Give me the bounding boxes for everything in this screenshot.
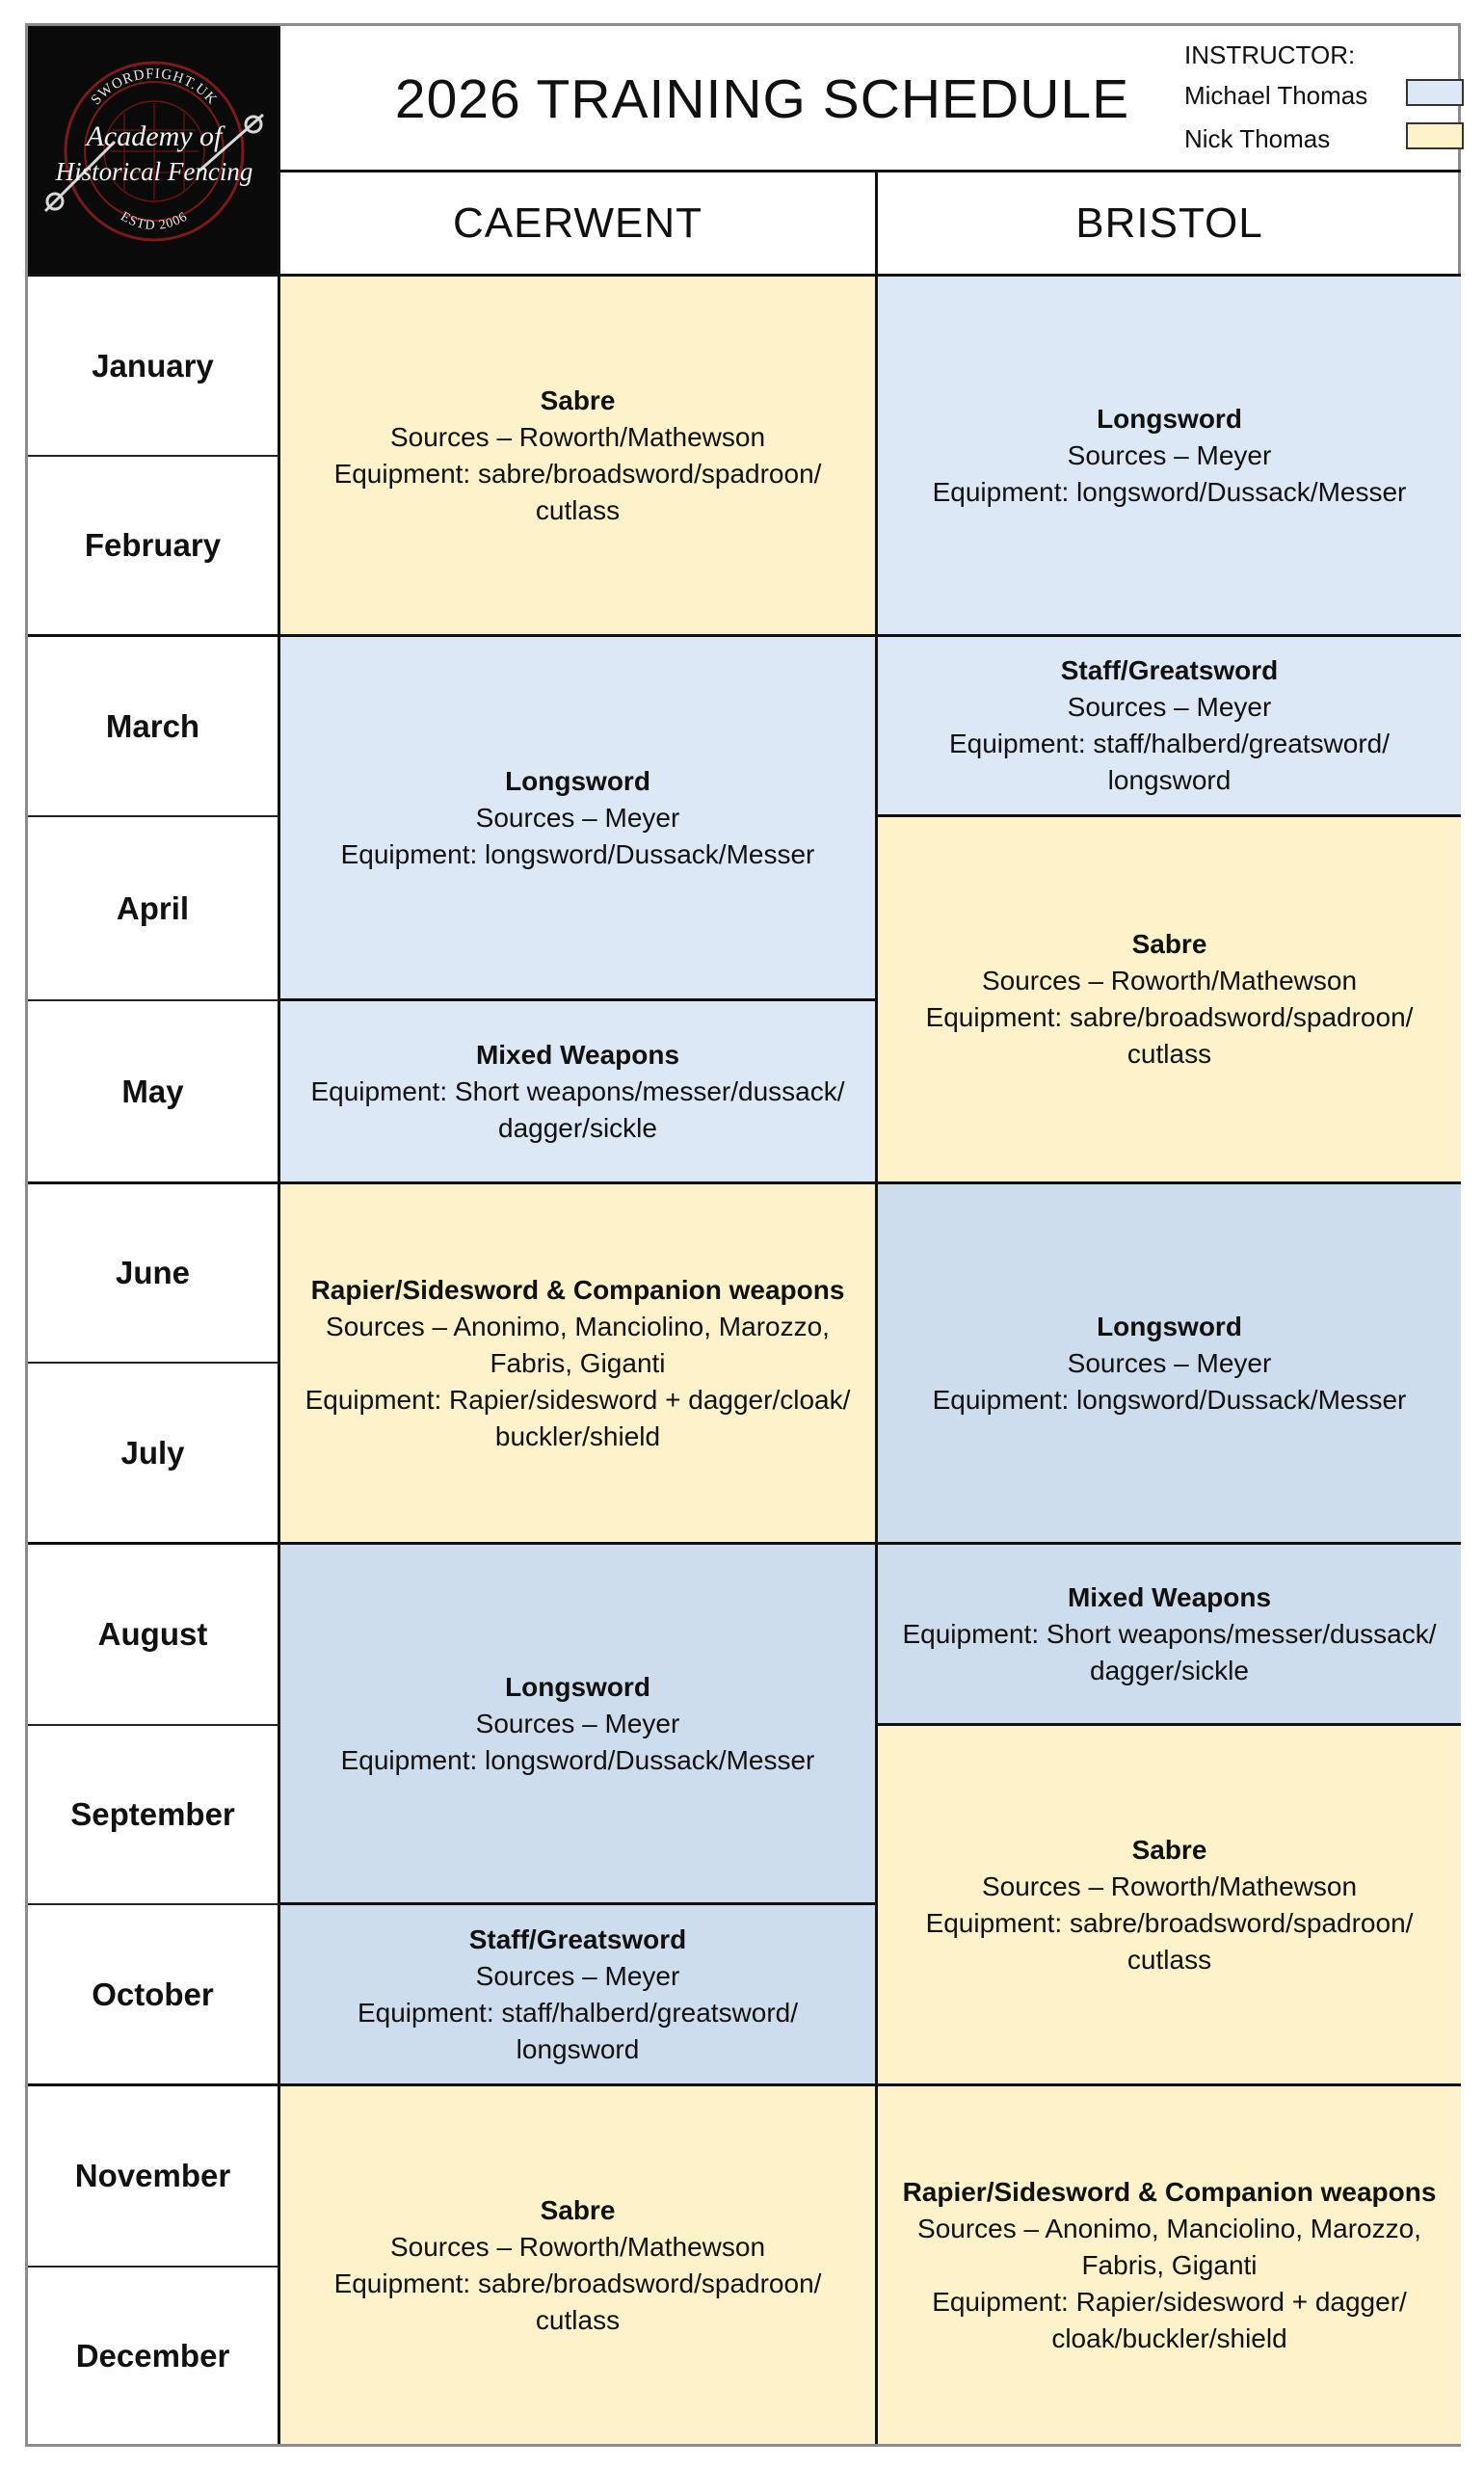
block-line: Fabris, Giganti — [490, 1347, 666, 1378]
block-line: Sources – Roworth/Mathewson — [981, 1870, 1358, 1901]
caerwent-block — [280, 1545, 878, 1905]
block-line: Equipment: longsword/Dussack/Messer — [932, 1384, 1407, 1415]
block-line: longsword — [1107, 765, 1232, 795]
block-title: Sabre — [540, 385, 616, 415]
bristol-block — [878, 1726, 1461, 2086]
block-line: Sources – Meyer — [475, 1960, 680, 1991]
month-label: June — [28, 1184, 280, 1364]
bristol-block — [878, 277, 1461, 637]
month-label: March — [28, 637, 280, 817]
block-title: Longsword — [1097, 1311, 1242, 1341]
block-line: dagger/sickle — [498, 1112, 657, 1143]
block-line: cutlass — [535, 2304, 621, 2335]
page-title: 2026 TRAINING SCHEDULE — [394, 68, 1130, 130]
month-label: May — [28, 1001, 280, 1184]
title-cell — [280, 26, 1461, 172]
block-title: Mixed Weapons — [1067, 1581, 1272, 1612]
block-line: Sources – Anonimo, Manciolino, Marozzo, — [917, 2213, 1421, 2243]
block-line: Equipment: Short weapons/messer/dussack/ — [902, 1618, 1437, 1649]
block-title: Sabre — [540, 2194, 616, 2225]
block-line: Equipment: Rapier/sidesword + dagger/cloak/ — [305, 1384, 851, 1415]
legend-swatch-michael — [1406, 79, 1464, 106]
block-line: longsword — [516, 2033, 640, 2064]
block-line: Sources – Meyer — [1067, 1347, 1272, 1378]
caerwent-block — [280, 1001, 878, 1184]
block-title: Rapier/Sidesword & Companion weapons — [902, 2176, 1437, 2207]
logo-line2: Historical Fencing — [55, 157, 253, 186]
location-header-caerwent: CAERWENT — [280, 172, 878, 277]
caerwent-block — [280, 637, 878, 1001]
month-label: September — [28, 1726, 280, 1905]
block-line: cutlass — [535, 494, 621, 525]
bristol-block — [878, 637, 1461, 817]
fencing-mask-logo-icon — [28, 26, 280, 277]
month-label: July — [28, 1364, 280, 1545]
bristol-block — [878, 2086, 1461, 2444]
block-title: Rapier/Sidesword & Companion weapons — [310, 1274, 845, 1305]
legend-label: Nick Thomas — [1184, 124, 1331, 153]
legend-title: INSTRUCTOR: — [1184, 40, 1356, 69]
block-title: Longsword — [1097, 403, 1242, 434]
bristol-block — [878, 1545, 1461, 1726]
block-title: Staff/Greatsword — [1060, 655, 1279, 685]
caerwent-block — [280, 277, 878, 637]
block-line: Equipment: longsword/Dussack/Messer — [932, 476, 1407, 507]
block-title: Longsword — [505, 765, 650, 796]
block-line: Sources – Roworth/Mathewson — [389, 2231, 766, 2262]
caerwent-block — [280, 2086, 878, 2444]
month-label: December — [28, 2268, 280, 2444]
block-line: Equipment: sabre/broadsword/spadroon/ — [333, 458, 822, 489]
block-line: Sources – Anonimo, Manciolino, Marozzo, — [326, 1311, 830, 1341]
block-title: Sabre — [1131, 929, 1207, 959]
block-line: Equipment: sabre/broadsword/spadroon/ — [925, 1002, 1414, 1032]
caerwent-block — [280, 1905, 878, 2086]
block-line: Equipment: Short weapons/messer/dussack/ — [310, 1075, 845, 1106]
month-label: April — [28, 817, 280, 1001]
block-line: cutlass — [1126, 1944, 1212, 1975]
bristol-block — [878, 817, 1461, 1184]
month-label: January — [28, 277, 280, 457]
caerwent-block — [280, 1184, 878, 1545]
block-title: Sabre — [1131, 1834, 1207, 1865]
block-line: Sources – Meyer — [1067, 692, 1272, 722]
logo-line1: Academy of — [86, 120, 223, 152]
block-line: Equipment: Rapier/sidesword + dagger/ — [932, 2286, 1407, 2317]
location-header-bristol: BRISTOL — [878, 172, 1461, 277]
training-schedule-table — [25, 23, 1461, 2447]
block-line: Equipment: staff/halberd/greatsword/ — [948, 729, 1391, 758]
block-line: cutlass — [1126, 1039, 1212, 1069]
month-label: November — [28, 2086, 280, 2268]
legend-swatch-nick — [1406, 122, 1464, 149]
block-line: Equipment: sabre/broadsword/spadroon/ — [925, 1907, 1414, 1938]
block-line: Sources – Roworth/Mathewson — [981, 966, 1358, 995]
block-line: cloak/buckler/shield — [1051, 2322, 1287, 2353]
month-label: February — [28, 457, 280, 637]
block-line: Equipment: longsword/Dussack/Messer — [340, 1744, 815, 1775]
block-line: Sources – Meyer — [475, 1708, 680, 1738]
block-line: dagger/sickle — [1090, 1655, 1249, 1685]
month-label: August — [28, 1545, 280, 1726]
legend-label: Michael Thomas — [1184, 81, 1368, 110]
block-line: Sources – Meyer — [475, 802, 680, 833]
block-line: Sources – Roworth/Mathewson — [389, 421, 766, 452]
block-line: Equipment: longsword/Dussack/Messer — [340, 838, 815, 869]
block-line: Fabris, Giganti — [1081, 2249, 1258, 2280]
block-line: Equipment: sabre/broadsword/spadroon/ — [333, 2268, 822, 2298]
block-title: Longsword — [505, 1671, 650, 1702]
block-title: Mixed Weapons — [475, 1039, 680, 1070]
block-line: Sources – Meyer — [1067, 439, 1272, 470]
block-line: Equipment: staff/halberd/greatsword/ — [357, 1997, 799, 2028]
academy-logo — [28, 26, 280, 277]
block-line: buckler/shield — [494, 1420, 661, 1451]
bristol-block — [878, 1184, 1461, 1545]
svg-text:SWORDFIGHT.UK: SWORDFIGHT.UK — [88, 66, 221, 109]
svg-text:ESTD 2006: ESTD 2006 — [118, 209, 191, 234]
block-title: Staff/Greatsword — [468, 1923, 687, 1954]
month-label: October — [28, 1905, 280, 2086]
